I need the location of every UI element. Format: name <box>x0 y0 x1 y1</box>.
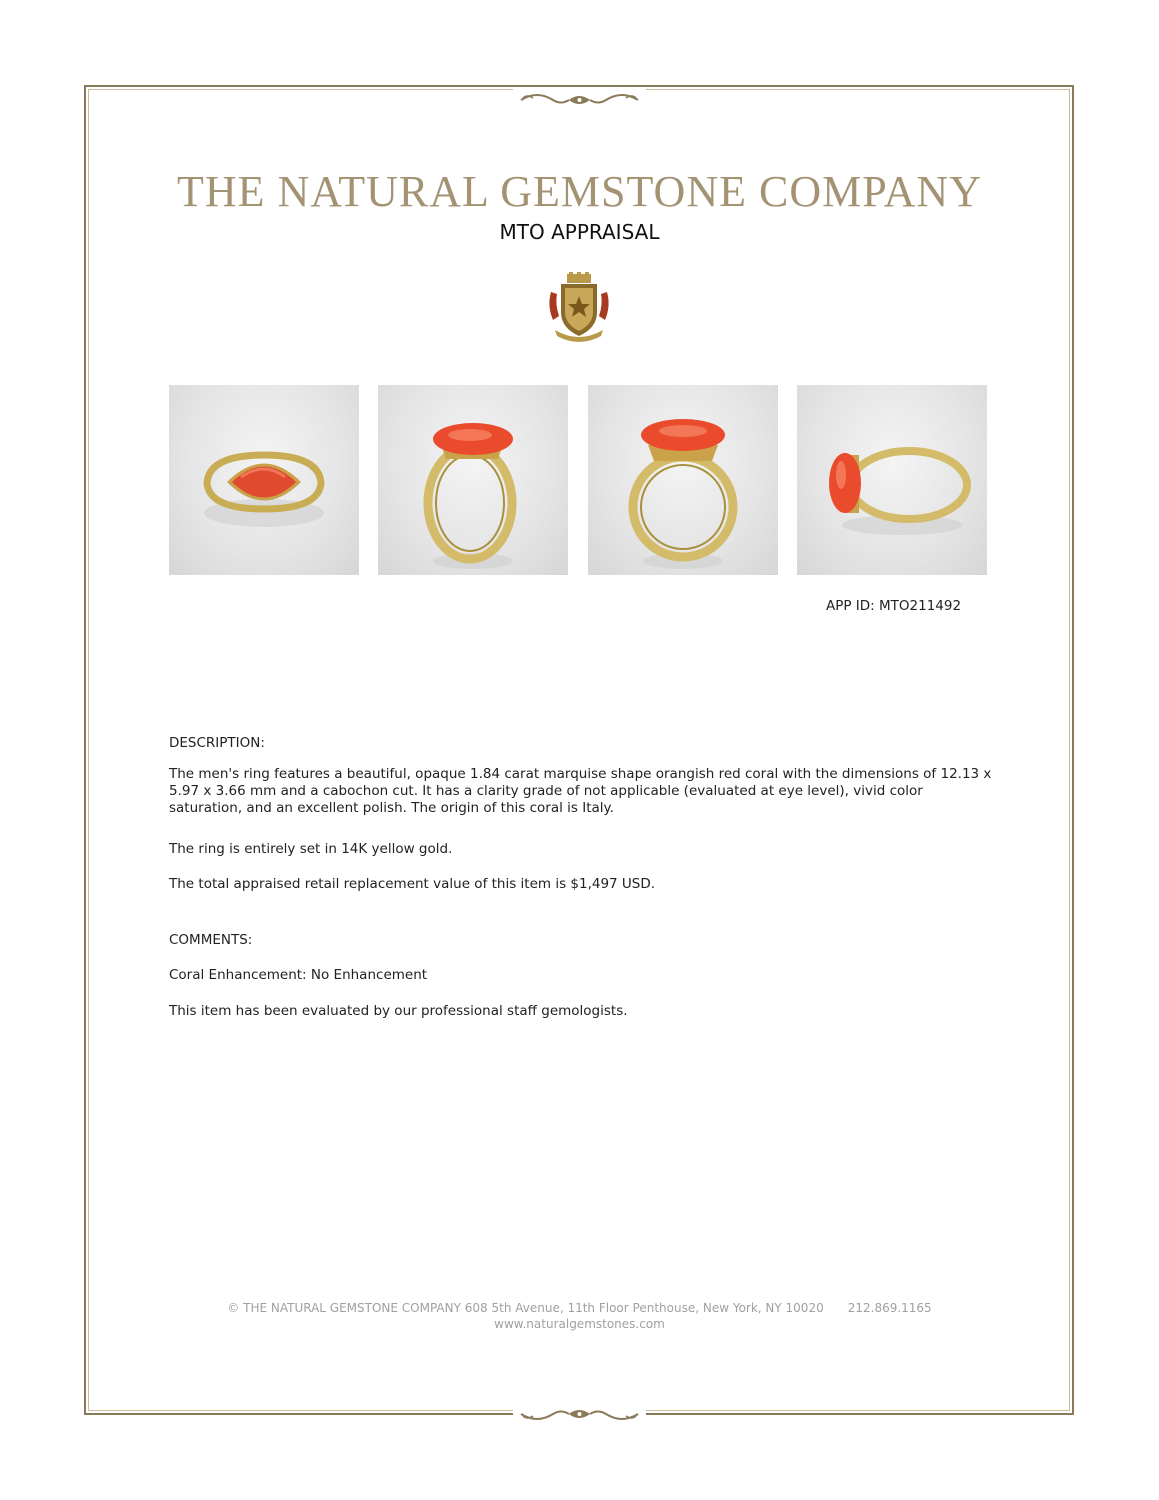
bottom-flourish-ornament-icon <box>513 1402 646 1426</box>
document-title: MTO APPRAISAL <box>499 220 660 244</box>
description-paragraph-1: The men's ring features a beautiful, opaque 1.84 carat marquise shape orangish red coral with the dimensions of 12.13 x 5.97 x 3.66 mm and a cabochon cut. It has a clarity grade of not applicable (evaluated at eye level), vivid color saturation, and an excellent polish. The origin of this coral is Italy. <box>169 766 992 816</box>
ring-photo-1 <box>169 385 359 575</box>
ring-front-view-photo-icon <box>169 385 359 575</box>
ring-photo-4 <box>797 385 987 575</box>
page-footer <box>0 1300 1159 1332</box>
description-paragraph-2: The ring is entirely set in 14K yellow gold. <box>169 841 453 857</box>
ring-photo-gallery <box>169 385 989 575</box>
appraisal-id: APP ID: MTO211492 <box>826 598 962 614</box>
company-name: THE NATURAL GEMSTONE COMPANY <box>177 167 982 216</box>
ring-side-profile-photo-icon <box>797 385 987 575</box>
ring-photo-3 <box>588 385 778 575</box>
evaluation-note: This item has been evaluated by our professional staff gemologists. <box>169 1003 628 1019</box>
ring-front-standing-photo-icon <box>588 385 778 575</box>
description-paragraph-3: The total appraised retail replacement value of this item is $1,497 USD. <box>169 876 656 892</box>
footer-website[interactable]: www.naturalgemstones.com <box>494 1317 665 1331</box>
footer-phone: 212.869.1165 <box>847 1301 932 1315</box>
description-label: DESCRIPTION: <box>169 735 265 751</box>
footer-address: © THE NATURAL GEMSTONE COMPANY 608 5th Avenue, 11th Floor Penthouse, New York, NY 10020 <box>227 1301 824 1315</box>
enhancement-note: Coral Enhancement: No Enhancement <box>169 967 428 983</box>
top-flourish-ornament-icon <box>513 88 646 112</box>
ring-side-angle-photo-icon <box>378 385 568 575</box>
company-crest-logo-icon <box>545 272 613 344</box>
ring-photo-2 <box>378 385 568 575</box>
footer-address-line <box>0 1300 1159 1316</box>
comments-label: COMMENTS: <box>169 932 253 948</box>
